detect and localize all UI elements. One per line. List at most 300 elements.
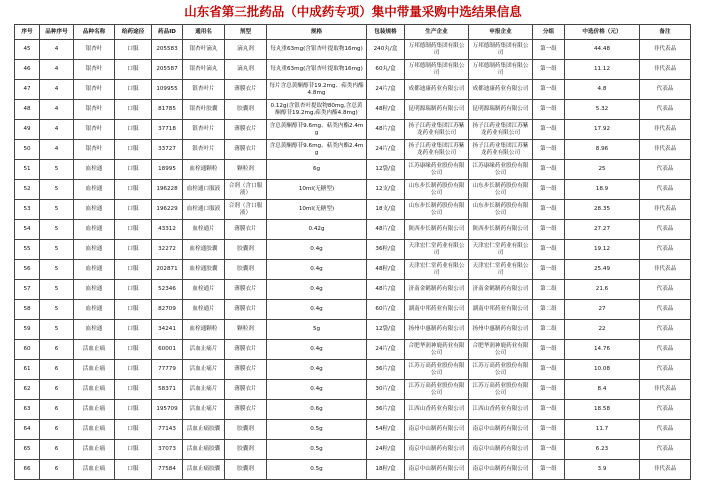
cell-row-number: 55 (15, 240, 40, 260)
cell-manufacturer: 南京中山制药有限公司 (405, 440, 469, 460)
cell-package-spec: 18粒/盒 (367, 460, 405, 480)
table-row (15, 260, 691, 280)
cell-category-number: 4 (40, 80, 74, 100)
table-row (15, 40, 691, 60)
cell-group: 第一组 (533, 120, 565, 140)
cell-package-spec: 36片/盒 (367, 400, 405, 420)
cell-route: 口服 (115, 60, 152, 80)
cell-applicant: 扬子江药业集团江苏紫龙药业有限公司 (469, 120, 533, 140)
cell-winning-price: 3.9 (565, 460, 640, 480)
cell-package-spec: 48粒/盒 (367, 100, 405, 120)
cell-dosage-form: 颗粒剂 (225, 320, 267, 340)
cell-category-number: 6 (40, 460, 74, 480)
cell-route: 口服 (115, 140, 152, 160)
cell-winning-price: 25.49 (565, 260, 640, 280)
cell-dosage-form: 胶囊剂 (225, 240, 267, 260)
cell-package-spec: 24片/盒 (367, 340, 405, 360)
cell-row-number: 58 (15, 300, 40, 320)
cell-product-name: 血栓通 (74, 200, 115, 220)
cell-package-spec: 24片/盒 (367, 80, 405, 100)
cell-route: 口服 (115, 220, 152, 240)
cell-route: 口服 (115, 40, 152, 60)
cell-row-number: 47 (15, 80, 40, 100)
cell-product-name: 血栓通 (74, 220, 115, 240)
cell-winning-price: 10.08 (565, 360, 640, 380)
cell-row-number: 51 (15, 160, 40, 180)
cell-drug-id: 33727 (152, 140, 183, 160)
cell-winning-price: 11.7 (565, 420, 640, 440)
cell-specification: 10ml(无糖型) (267, 180, 367, 200)
cell-specification: 0.6g (267, 400, 367, 420)
cell-generic-name: 血栓通片 (183, 300, 225, 320)
cell-package-spec: 60丸/盒 (367, 60, 405, 80)
cell-applicant: 昆明源瑞制药有限公司 (469, 100, 533, 120)
cell-row-number: 46 (15, 60, 40, 80)
cell-row-number: 63 (15, 400, 40, 420)
cell-generic-name: 银杏叶片 (183, 140, 225, 160)
cell-product-name: 银杏叶 (74, 100, 115, 120)
cell-route: 口服 (115, 240, 152, 260)
cell-specification: 0.4g (267, 360, 367, 380)
cell-applicant: 合肥华润神鹿药业有限公司 (469, 340, 533, 360)
cell-category-number: 6 (40, 340, 74, 360)
cell-route: 口服 (115, 460, 152, 480)
cell-drug-id: 60001 (152, 340, 183, 360)
cell-package-spec: 48粒/盒 (367, 260, 405, 280)
cell-row-number: 48 (15, 100, 40, 120)
cell-manufacturer: 扬子江药业集团江苏紫龙药业有限公司 (405, 140, 469, 160)
table-row (15, 380, 691, 400)
cell-drug-id: 196229 (152, 200, 183, 220)
cell-category-number: 5 (40, 320, 74, 340)
cell-generic-name: 血栓通颗粒 (183, 320, 225, 340)
cell-specification: 每片含总黄酮醇苷19.2mg、萜类内酯4.8mg (267, 80, 367, 100)
cell-row-number: 65 (15, 440, 40, 460)
table-row (15, 280, 691, 300)
cell-dosage-form: 薄膜衣片 (225, 400, 267, 420)
cell-winning-price: 44.48 (565, 40, 640, 60)
cell-dosage-form: 薄膜衣片 (225, 340, 267, 360)
cell-winning-price: 17.92 (565, 120, 640, 140)
table-row (15, 120, 691, 140)
cell-specification: 6g (267, 160, 367, 180)
cell-generic-name: 银杏叶胶囊 (183, 100, 225, 120)
cell-package-spec: 48片/盒 (367, 120, 405, 140)
cell-group: 第一组 (533, 180, 565, 200)
cell-winning-price: 5.32 (565, 100, 640, 120)
cell-category-number: 5 (40, 300, 74, 320)
cell-product-name: 血栓通 (74, 320, 115, 340)
cell-specification: 0.4g (267, 300, 367, 320)
cell-remark: 代表品 (640, 220, 691, 240)
cell-remark: 非代表品 (640, 60, 691, 80)
cell-applicant: 江苏万高药业股份有限公司 (469, 380, 533, 400)
cell-category-number: 4 (40, 120, 74, 140)
cell-category-number: 4 (40, 40, 74, 60)
cell-row-number: 45 (15, 40, 40, 60)
results-table (14, 24, 691, 480)
cell-group: 第一组 (533, 260, 565, 280)
cell-package-spec: 36粒/盒 (367, 240, 405, 260)
cell-dosage-form: 薄膜衣片 (225, 220, 267, 240)
column-header: 备注 (640, 25, 691, 40)
cell-specification: 含总黄酮醇苷9.6mg、萜类内酯2.4mg (267, 140, 367, 160)
cell-package-spec: 12袋/盒 (367, 320, 405, 340)
column-header: 品种序号 (40, 25, 74, 40)
cell-route: 口服 (115, 380, 152, 400)
column-header: 剂型 (225, 25, 267, 40)
cell-route: 口服 (115, 100, 152, 120)
table-row (15, 440, 691, 460)
cell-winning-price: 18.9 (565, 180, 640, 200)
cell-applicant: 江苏康缘药业股份有限公司 (469, 160, 533, 180)
column-header: 药品ID (152, 25, 183, 40)
cell-generic-name: 银杏叶滴丸 (183, 40, 225, 60)
cell-dosage-form: 薄膜衣片 (225, 360, 267, 380)
cell-manufacturer: 江苏万高药业股份有限公司 (405, 360, 469, 380)
cell-applicant: 天津宏仁堂药业有限公司 (469, 240, 533, 260)
cell-group: 第一组 (533, 40, 565, 60)
cell-route: 口服 (115, 300, 152, 320)
cell-dosage-form: 薄膜衣片 (225, 140, 267, 160)
cell-generic-name: 银杏叶片 (183, 120, 225, 140)
cell-group: 第一组 (533, 80, 565, 100)
cell-product-name: 血栓通 (74, 260, 115, 280)
cell-winning-price: 27 (565, 300, 640, 320)
cell-category-number: 5 (40, 160, 74, 180)
cell-manufacturer: 天津宏仁堂药业有限公司 (405, 260, 469, 280)
table-row (15, 240, 691, 260)
cell-drug-id: 37718 (152, 120, 183, 140)
cell-specification: 0.5g (267, 420, 367, 440)
cell-winning-price: 8.4 (565, 380, 640, 400)
cell-category-number: 5 (40, 260, 74, 280)
cell-package-spec: 240丸/盒 (367, 40, 405, 60)
cell-group: 第一组 (533, 420, 565, 440)
column-header: 规格 (267, 25, 367, 40)
cell-product-name: 银杏叶 (74, 40, 115, 60)
cell-drug-id: 77584 (152, 460, 183, 480)
cell-manufacturer: 万邦德制药集团有限公司 (405, 60, 469, 80)
cell-drug-id: 43312 (152, 220, 183, 240)
cell-winning-price: 28.35 (565, 200, 640, 220)
cell-group: 第一组 (533, 200, 565, 220)
table-row (15, 340, 691, 360)
cell-remark: 代表品 (640, 420, 691, 440)
cell-specification: 0.4g (267, 280, 367, 300)
table-row (15, 400, 691, 420)
cell-drug-id: 195709 (152, 400, 183, 420)
cell-manufacturer: 江西山香药业有限公司 (405, 400, 469, 420)
cell-package-spec: 24片/盒 (367, 140, 405, 160)
cell-remark: 代表品 (640, 440, 691, 460)
cell-remark: 代表品 (640, 100, 691, 120)
cell-dosage-form: 滴丸剂 (225, 60, 267, 80)
cell-applicant: 万邦德制药集团有限公司 (469, 40, 533, 60)
cell-generic-name: 银杏叶片 (183, 80, 225, 100)
cell-route: 口服 (115, 420, 152, 440)
column-header: 给药途径 (115, 25, 152, 40)
cell-manufacturer: 陕西步长制药有限公司 (405, 220, 469, 240)
cell-category-number: 6 (40, 360, 74, 380)
cell-manufacturer: 济南金鹤制药有限公司 (405, 280, 469, 300)
cell-remark: 非代表品 (640, 380, 691, 400)
column-header: 通用名 (183, 25, 225, 40)
cell-route: 口服 (115, 120, 152, 140)
cell-applicant: 天津宏仁堂药业有限公司 (469, 260, 533, 280)
cell-applicant: 江西山香药业有限公司 (469, 400, 533, 420)
cell-specification: 0.12g(含银杏叶提取物80mg,含总黄酮醇苷19.2mg,萜类内酯4.8mg) (267, 100, 367, 120)
cell-applicant: 济南金鹤制药有限公司 (469, 280, 533, 300)
cell-remark: 代表品 (640, 400, 691, 420)
cell-package-spec: 30片/盒 (367, 380, 405, 400)
cell-generic-name: 银杏叶滴丸 (183, 60, 225, 80)
cell-specification: 0.4g (267, 380, 367, 400)
cell-remark: 非代表品 (640, 40, 691, 60)
cell-manufacturer: 合肥华润神鹿药业有限公司 (405, 340, 469, 360)
cell-product-name: 血栓通 (74, 300, 115, 320)
cell-drug-id: 205583 (152, 40, 183, 60)
cell-product-name: 银杏叶 (74, 140, 115, 160)
cell-remark: 代表品 (640, 320, 691, 340)
cell-applicant: 扬子江药业集团江苏紫龙药业有限公司 (469, 140, 533, 160)
cell-package-spec: 18支/盒 (367, 200, 405, 220)
column-header: 生产企业 (405, 25, 469, 40)
cell-manufacturer: 昆明源瑞制药有限公司 (405, 100, 469, 120)
cell-product-name: 血栓通 (74, 180, 115, 200)
cell-row-number: 50 (15, 140, 40, 160)
cell-dosage-form: 合剂（含口服液） (225, 200, 267, 220)
cell-manufacturer: 江苏万高药业股份有限公司 (405, 380, 469, 400)
cell-dosage-form: 滴丸剂 (225, 40, 267, 60)
cell-winning-price: 27.27 (565, 220, 640, 240)
cell-drug-id: 82709 (152, 300, 183, 320)
cell-package-spec: 60片/盒 (367, 300, 405, 320)
cell-winning-price: 4.8 (565, 80, 640, 100)
cell-drug-id: 77143 (152, 420, 183, 440)
cell-generic-name: 血栓通口服液 (183, 200, 225, 220)
cell-category-number: 5 (40, 240, 74, 260)
cell-manufacturer: 成都迪康药业有限公司 (405, 80, 469, 100)
cell-product-name: 活血止痛 (74, 380, 115, 400)
cell-group: 第一组 (533, 100, 565, 120)
cell-group: 第一组 (533, 60, 565, 80)
cell-group: 第一组 (533, 160, 565, 180)
table-header-row (15, 25, 691, 40)
cell-generic-name: 血栓通片 (183, 280, 225, 300)
cell-generic-name: 血栓通胶囊 (183, 240, 225, 260)
cell-generic-name: 血栓通口服液 (183, 180, 225, 200)
cell-winning-price: 18.58 (565, 400, 640, 420)
cell-dosage-form: 薄膜衣片 (225, 380, 267, 400)
table-row (15, 160, 691, 180)
cell-winning-price: 19.12 (565, 240, 640, 260)
cell-drug-id: 18995 (152, 160, 183, 180)
cell-package-spec: 12袋/盒 (367, 160, 405, 180)
cell-specification: 5g (267, 320, 367, 340)
cell-manufacturer: 南京中山制药有限公司 (405, 460, 469, 480)
cell-product-name: 血栓通 (74, 160, 115, 180)
cell-remark: 代表品 (640, 300, 691, 320)
table-row (15, 220, 691, 240)
cell-remark: 非代表品 (640, 120, 691, 140)
cell-category-number: 5 (40, 220, 74, 240)
cell-specification: 10ml(无糖型) (267, 200, 367, 220)
cell-drug-id: 109955 (152, 80, 183, 100)
cell-row-number: 53 (15, 200, 40, 220)
cell-route: 口服 (115, 80, 152, 100)
cell-generic-name: 活血止痛片 (183, 360, 225, 380)
cell-manufacturer: 山东步长制药股份有限公司 (405, 200, 469, 220)
cell-product-name: 血栓通 (74, 240, 115, 260)
cell-winning-price: 21.6 (565, 280, 640, 300)
column-header: 申报企业 (469, 25, 533, 40)
cell-applicant: 万邦德制药集团有限公司 (469, 60, 533, 80)
cell-applicant: 南京中山制药有限公司 (469, 420, 533, 440)
cell-package-spec: 48片/盒 (367, 220, 405, 240)
cell-generic-name: 血栓通胶囊 (183, 260, 225, 280)
cell-row-number: 61 (15, 360, 40, 380)
cell-drug-id: 202871 (152, 260, 183, 280)
cell-route: 口服 (115, 280, 152, 300)
cell-group: 第二组 (533, 300, 565, 320)
cell-category-number: 6 (40, 380, 74, 400)
cell-specification: 0.5g (267, 440, 367, 460)
column-header: 序号 (15, 25, 40, 40)
cell-winning-price: 14.76 (565, 340, 640, 360)
cell-applicant: 扬州中惠制药有限公司 (469, 320, 533, 340)
cell-remark: 代表品 (640, 280, 691, 300)
cell-group: 第一组 (533, 400, 565, 420)
table-row (15, 320, 691, 340)
cell-drug-id: 52346 (152, 280, 183, 300)
cell-group: 第二组 (533, 320, 565, 340)
cell-group: 第一组 (533, 240, 565, 260)
cell-package-spec: 54粒/盒 (367, 420, 405, 440)
cell-dosage-form: 薄膜衣片 (225, 80, 267, 100)
cell-generic-name: 活血止痛片 (183, 340, 225, 360)
cell-applicant: 成都迪康药业有限公司 (469, 80, 533, 100)
page-title: 山东省第三批药品（中成药专项）集中带量采购中选结果信息 (184, 4, 522, 19)
cell-remark: 代表品 (640, 180, 691, 200)
table-row (15, 100, 691, 120)
column-header: 品种名称 (74, 25, 115, 40)
cell-remark: 代表品 (640, 360, 691, 380)
cell-group: 第一组 (533, 340, 565, 360)
cell-route: 口服 (115, 400, 152, 420)
cell-drug-id: 196228 (152, 180, 183, 200)
cell-route: 口服 (115, 180, 152, 200)
table-row (15, 460, 691, 480)
cell-route: 口服 (115, 320, 152, 340)
cell-applicant: 陕西步长制药有限公司 (469, 220, 533, 240)
cell-package-spec: 24粒/盒 (367, 440, 405, 460)
cell-category-number: 5 (40, 180, 74, 200)
cell-dosage-form: 胶囊剂 (225, 460, 267, 480)
cell-dosage-form: 薄膜衣片 (225, 280, 267, 300)
table-row (15, 360, 691, 380)
cell-drug-id: 81785 (152, 100, 183, 120)
cell-category-number: 6 (40, 440, 74, 460)
cell-applicant: 江苏万高药业股份有限公司 (469, 360, 533, 380)
cell-manufacturer: 扬州中惠制药有限公司 (405, 320, 469, 340)
cell-specification: 0.4g (267, 340, 367, 360)
cell-row-number: 57 (15, 280, 40, 300)
cell-generic-name: 活血止痛胶囊 (183, 420, 225, 440)
cell-manufacturer: 天津宏仁堂药业有限公司 (405, 240, 469, 260)
cell-remark: 非代表品 (640, 460, 691, 480)
cell-product-name: 活血止痛 (74, 420, 115, 440)
cell-category-number: 5 (40, 200, 74, 220)
cell-drug-id: 32272 (152, 240, 183, 260)
cell-specification: 含总黄酮醇苷9.6mg、萜类内酯2.4mg (267, 120, 367, 140)
cell-winning-price: 8.96 (565, 140, 640, 160)
cell-dosage-form: 胶囊剂 (225, 440, 267, 460)
cell-manufacturer: 扬子江药业集团江苏紫龙药业有限公司 (405, 120, 469, 140)
cell-row-number: 62 (15, 380, 40, 400)
cell-drug-id: 205587 (152, 60, 183, 80)
cell-category-number: 4 (40, 100, 74, 120)
cell-generic-name: 活血止痛片 (183, 400, 225, 420)
cell-row-number: 59 (15, 320, 40, 340)
cell-category-number: 6 (40, 420, 74, 440)
cell-manufacturer: 万邦德制药集团有限公司 (405, 40, 469, 60)
cell-specification: 0.4g (267, 260, 367, 280)
column-header: 中选价格（元） (565, 25, 640, 40)
cell-specification: 0.42g (267, 220, 367, 240)
cell-dosage-form: 胶囊剂 (225, 260, 267, 280)
cell-row-number: 56 (15, 260, 40, 280)
cell-package-spec: 36片/盒 (367, 360, 405, 380)
cell-specification: 每丸重63mg(含银杏叶提取物16mg) (267, 40, 367, 60)
cell-winning-price: 25 (565, 160, 640, 180)
cell-group: 第一组 (533, 140, 565, 160)
cell-specification: 0.4g (267, 240, 367, 260)
cell-dosage-form: 合剂（含口服液） (225, 180, 267, 200)
table-row (15, 420, 691, 440)
cell-product-name: 银杏叶 (74, 120, 115, 140)
table-body (15, 40, 691, 480)
cell-package-spec: 12支/盒 (367, 180, 405, 200)
cell-generic-name: 血栓通颗粒 (183, 160, 225, 180)
cell-row-number: 64 (15, 420, 40, 440)
cell-applicant: 湖南中邦药业有限公司 (469, 300, 533, 320)
table-row (15, 200, 691, 220)
cell-winning-price: 6.23 (565, 440, 640, 460)
cell-package-spec: 48片/盒 (367, 280, 405, 300)
table-row (15, 300, 691, 320)
cell-group: 第一组 (533, 380, 565, 400)
cell-specification: 0.5g (267, 460, 367, 480)
cell-remark: 非代表品 (640, 140, 691, 160)
cell-dosage-form: 颗粒剂 (225, 160, 267, 180)
cell-dosage-form: 薄膜衣片 (225, 300, 267, 320)
table-row (15, 80, 691, 100)
column-header: 分组 (533, 25, 565, 40)
cell-product-name: 活血止痛 (74, 340, 115, 360)
cell-row-number: 54 (15, 220, 40, 240)
table-row (15, 180, 691, 200)
cell-drug-id: 58371 (152, 380, 183, 400)
cell-manufacturer: 江苏康缘药业股份有限公司 (405, 160, 469, 180)
cell-drug-id: 37073 (152, 440, 183, 460)
cell-route: 口服 (115, 360, 152, 380)
cell-drug-id: 77779 (152, 360, 183, 380)
cell-dosage-form: 薄膜衣片 (225, 120, 267, 140)
cell-remark: 代表品 (640, 80, 691, 100)
cell-winning-price: 11.12 (565, 60, 640, 80)
cell-group: 第一组 (533, 360, 565, 380)
